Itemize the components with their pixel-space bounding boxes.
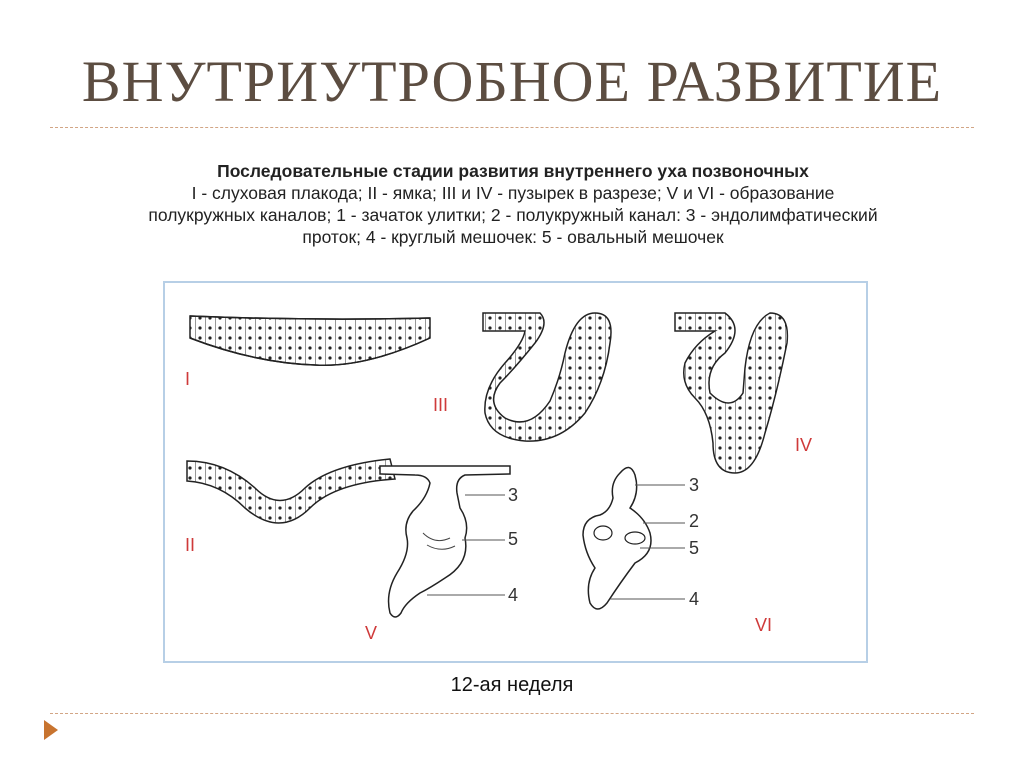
v-part-label-5: 5 <box>508 529 519 549</box>
stage-label-iv: IV <box>795 435 813 455</box>
stage-label-vi: VI <box>755 615 773 635</box>
stage-iv-drawing <box>675 313 787 473</box>
slide-title: ВНУТРИУТРОБНОЕ РАЗВИТИЕ <box>81 49 943 114</box>
vi-part-label-3: 3 <box>689 475 700 495</box>
stage-vi-drawing <box>583 467 685 609</box>
figure-caption-title: Последовательные стадии развития внутреннего уха позвоночных <box>217 161 809 181</box>
vi-part-label-5: 5 <box>689 538 700 558</box>
stage-iii-drawing <box>483 313 611 441</box>
week-label: 12-ая неделя <box>450 674 574 696</box>
vi-part-label-4: 4 <box>689 589 700 609</box>
vi-part-label-2: 2 <box>689 511 700 531</box>
stage-label-i: I <box>185 369 191 389</box>
v-part-label-4: 4 <box>508 585 519 605</box>
figure-caption-text: I - слуховая плакода; II - ямка; III и IV - пузырек в разрезе; V и VI - образование полукружных каналов; 1 - зачаток улитки; 2 - полукружный канал: 3 - эндолимфатический проток; 4 - круглый мешочек: 5 - овальный мешочек <box>148 183 878 247</box>
v-part-label-3: 3 <box>508 485 519 505</box>
stage-label-iii: III <box>433 395 449 415</box>
diagram-svg <box>165 283 866 661</box>
figure-caption <box>138 160 888 248</box>
title-divider <box>50 127 974 128</box>
next-slide-arrow-icon[interactable] <box>44 720 58 740</box>
stage-ii-drawing <box>187 459 395 523</box>
inner-ear-stages-diagram <box>163 281 868 663</box>
stage-label-v: V <box>365 623 378 643</box>
footer-divider <box>50 713 974 714</box>
stage-v-drawing <box>380 466 510 617</box>
stage-label-ii: II <box>185 535 196 555</box>
stage-i-drawing <box>190 316 430 365</box>
